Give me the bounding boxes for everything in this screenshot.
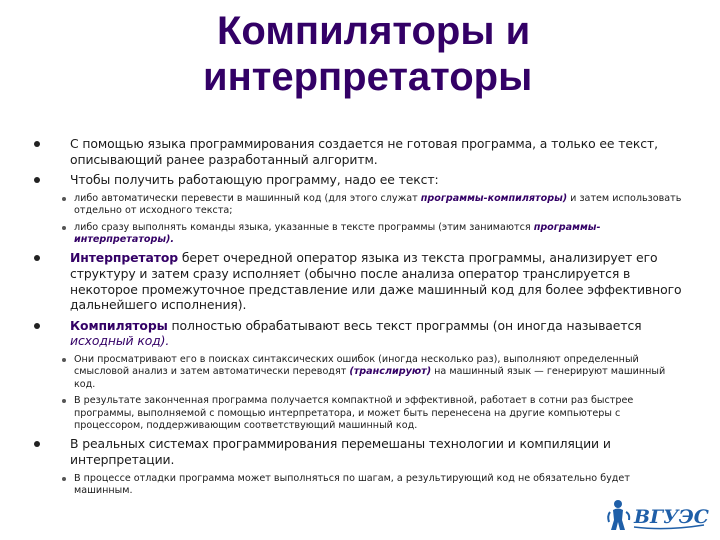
sub-list-item bbox=[62, 395, 684, 432]
bullet-icon bbox=[34, 255, 40, 261]
bullet-icon bbox=[34, 177, 40, 183]
sub-bullet-icon bbox=[62, 477, 66, 481]
list-item-text: на машинный язык — генерируют машинный код. bbox=[74, 366, 666, 390]
sub-list-item bbox=[62, 354, 684, 391]
emphasis-text: исходный код). bbox=[70, 333, 170, 349]
list-item bbox=[34, 250, 684, 312]
list-item-text: В реальных системах программирования перемешаны технологии и компиляции и интерпретации. bbox=[70, 436, 611, 467]
sub-bullet-icon bbox=[62, 197, 66, 201]
bullet-icon bbox=[34, 141, 40, 147]
title-line-2: интерпретаторы bbox=[203, 55, 533, 99]
list-item-text: Они просматривают его в поисках синтаксических ошибок (иногда несколько раз), выполняют определенный смысловой анализ и затем автоматически переводят bbox=[74, 353, 639, 378]
sub-list-item bbox=[62, 222, 684, 247]
sub-bullet-icon bbox=[62, 399, 66, 403]
list-item-text: В процессе отладки программа может выполняться по шагам, а результирующий код не обязательно будет машинным. bbox=[74, 472, 630, 496]
list-item-text: В результате законченная программа получается компактной и эффективной, работает в сотни раз быстрее программы, выполняемой с помощью интерпретатора, и может быть перенесена на другие компьютеры с процессором, поддерживающим соответствующий машинный код. bbox=[74, 395, 634, 431]
list-item bbox=[34, 136, 684, 167]
emphasis-text: программы-компиляторы) bbox=[420, 192, 568, 204]
sub-list-item bbox=[62, 193, 684, 218]
title-line-1: Компиляторы и bbox=[217, 9, 531, 53]
bullet-list bbox=[34, 136, 684, 501]
list-item-text: полностью обрабатывают весь текст программы (он иногда называется bbox=[167, 317, 642, 333]
university-logo-icon bbox=[604, 496, 710, 536]
sub-bullet-icon bbox=[62, 226, 66, 230]
list-item bbox=[34, 436, 684, 467]
list-item bbox=[34, 172, 684, 188]
term-text: Компиляторы bbox=[70, 317, 168, 333]
svg-text:ВГУЭС: ВГУЭС bbox=[634, 506, 709, 528]
list-item-text: С помощью языка программирования создается не готовая программа, а только ее текст, описывающий ранее разработанный алгоритм. bbox=[70, 136, 658, 167]
list-item-text: берет очередной оператор языка из текста программы, анализирует его структуру и затем сразу исполняет (обычно после анализа оператор транслируется в некоторое промежуточное представление или даже машинный код для более эффективного дальнейшего исполнения). bbox=[70, 250, 682, 313]
list-item bbox=[34, 318, 684, 349]
list-item-text: либо автоматически перевести в машинный код (для этого служат bbox=[74, 192, 421, 204]
emphasis-text: (транслируют) bbox=[349, 366, 432, 378]
list-item-text: и затем использовать отдельно от исходного текста; bbox=[74, 192, 682, 217]
sub-list-item bbox=[62, 473, 684, 498]
term-text: Интерпретатор bbox=[70, 250, 179, 266]
emphasis-text: программы-интерпретаторы). bbox=[74, 221, 601, 245]
bullet-icon bbox=[34, 441, 40, 447]
sub-bullet-icon bbox=[62, 358, 66, 362]
bullet-icon bbox=[34, 323, 40, 329]
page-title bbox=[0, 8, 720, 100]
list-item-text: Чтобы получить работающую программу, надо ее текст: bbox=[70, 172, 439, 188]
list-item-text: либо сразу выполнять команды языка, указанные в тексте программы (этим занимаются bbox=[74, 221, 534, 233]
